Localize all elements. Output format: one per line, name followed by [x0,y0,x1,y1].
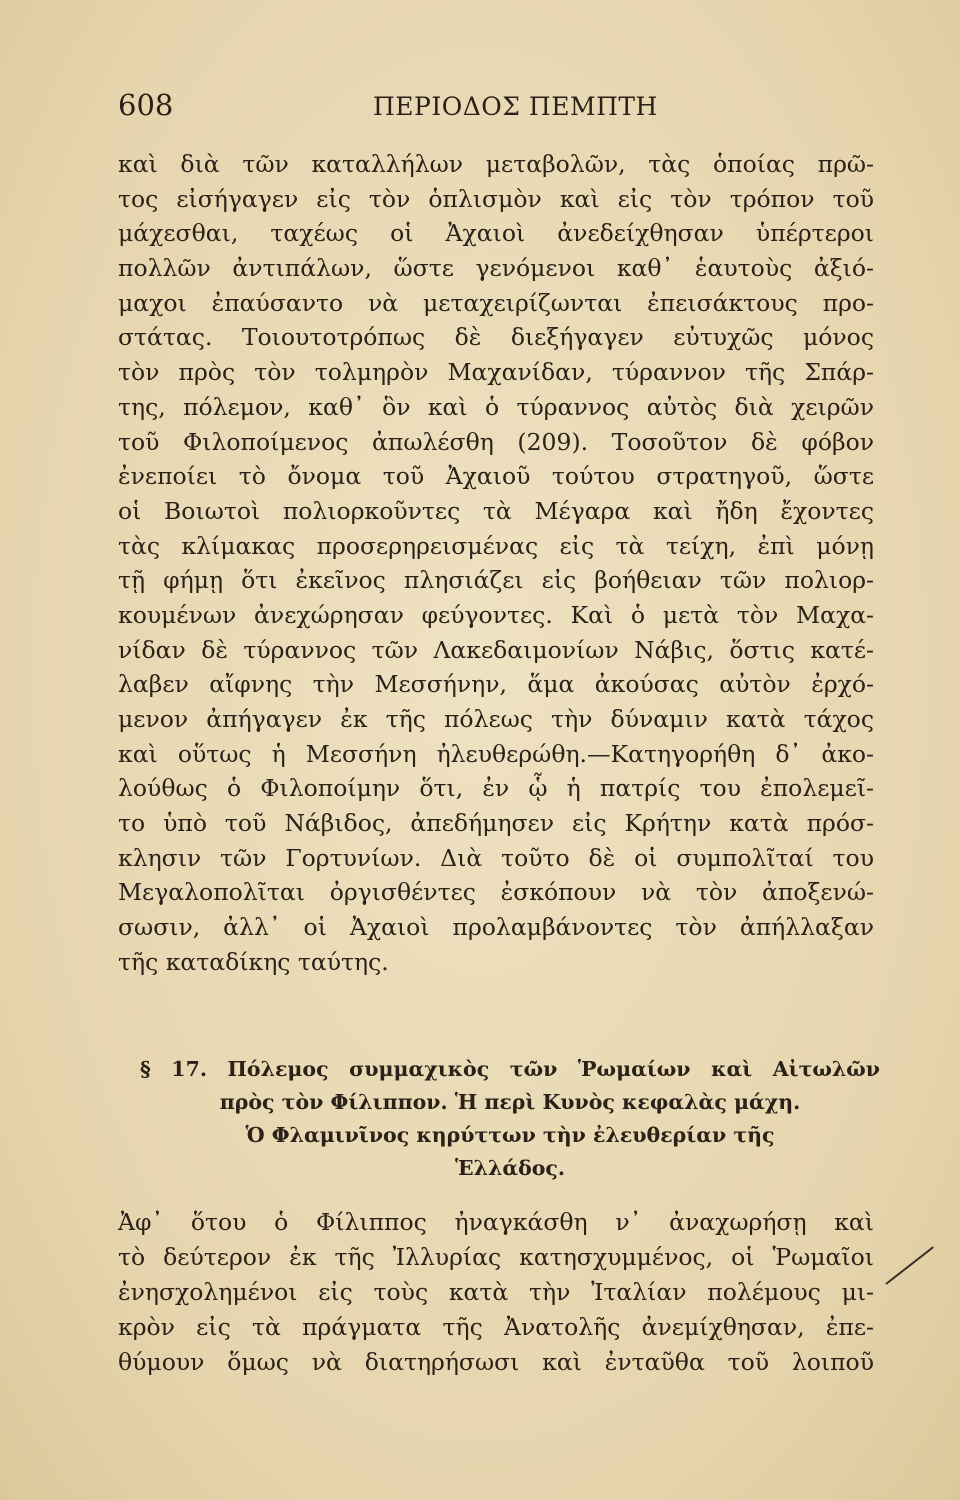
running-head: ΠΕΡΙΟΔΟΣ ΠΕΜΠΤΗ [373,92,658,121]
text-line: σωσιν, ἀλλ᾽ οἱ Ἀχαιοὶ προλαμβάνοντες τὸν ἀπήλλαξαν [118,913,874,942]
text-line: § 17. Πόλεμος συμμαχικὸς τῶν Ῥωμαίων καὶ Αἰτωλῶν [140,1057,880,1081]
text-line: λούθως ὁ Φιλοποίμην ὅτι, ἐν ᾧ ἡ πατρίς του ἐπολεμεῖ- [118,774,874,803]
section-heading [140,1053,880,1185]
text-line: πολλῶν ἀντιπάλων, ὥστε γενόμενοι καθ᾽ ἑαυτοὺς ἀξιό- [118,254,874,283]
text-line: το ὑπὸ τοῦ Νάβιδος, ἀπεδήμησεν εἰς Κρήτην κατὰ πρόσ- [118,809,874,838]
text-line: της, πόλεμον, καθ᾽ ὃν καὶ ὁ τύραννος αὐτὸς διὰ χειρῶν [118,392,874,421]
paragraph-continuation [118,1205,874,1380]
text-line: κλησιν τῶν Γορτυνίων. Διὰ τοῦτο δὲ οἱ συμπολῖταί του [118,843,874,872]
text-line: κρὸν εἰς τὰ πράγματα τῆς Ἀνατολῆς ἀνεμίχθησαν, ἐπε- [118,1313,874,1341]
text-line: ἐνησχολημένοι εἰς τοὺς κατὰ τὴν Ἰταλίαν πολέμους μι- [118,1278,874,1306]
page-number: 608 [118,88,174,122]
text-line: καὶ διὰ τῶν καταλλήλων μεταβολῶν, τὰς ὁποίας πρῶ- [118,150,874,178]
text-line: Ἑλλάδος. [454,1156,566,1180]
text-line: τὰς κλίμακας προσερηρεισμένας εἰς τὰ τείχη, ἐπὶ μόνῃ [118,531,874,560]
text-line: τὸ δεύτερον ἐκ τῆς Ἰλλυρίας κατησχυμμένος, οἱ Ῥωμαῖοι [118,1243,874,1271]
text-line: πρὸς τὸν Φίλιππον. Ἡ περὶ Κυνὸς κεφαλὰς μάχη. [219,1090,801,1114]
text-line: μενον ἀπήγαγεν ἐκ τῆς πόλεως τὴν δύναμιν κατὰ τάχος [118,705,874,733]
text-line: τῆς καταδίκης ταύτης. [118,947,389,976]
text-line: νίδαν δὲ τύραννος τῶν Λακεδαιμονίων Νάβις, ὅστις κατέ- [118,635,874,664]
text-line: κουμένων ἀνεχώρησαν φεύγοντες. Καὶ ὁ μετὰ τὸν Μαχα- [118,600,874,629]
text-line: μαχοι ἐπαύσαντο νὰ μεταχειρίζωνται ἐπεισάκτους προ- [118,288,874,317]
text-line: τοῦ Φιλοποίμενος ἀπωλέσθη (209). Τοσοῦτον δὲ φόβον [118,427,874,456]
text-line: Μεγαλοπολῖται ὀργισθέντες ἐσκόπουν νὰ τὸν ἀποξενώ- [118,878,874,907]
text-line: Ἀφ᾽ ὅτου ὁ Φίλιππος ἠναγκάσθη ν᾽ ἀναχωρήσῃ καὶ [118,1208,874,1236]
text-line: τὸν πρὸς τὸν τολμηρὸν Μαχανίδαν, τύραννον τῆς Σπάρ- [118,358,874,387]
text-line: οἱ Βοιωτοὶ πολιορκοῦντες τὰ Μέγαρα καὶ ἤδη ἔχοντες [118,496,874,525]
text-line: καὶ οὕτως ἡ Μεσσήνη ἠλευθερώθη.—Κατηγορήθη δ᾽ ἀκο- [118,739,874,768]
text-line: θύμουν ὅμως νὰ διατηρήσωσι καὶ ἐνταῦθα τοῦ λοιποῦ [118,1348,874,1376]
paragraph-main [118,147,874,980]
text-line: μάχεσθαι, ταχέως οἱ Ἀχαιοὶ ἀνεδείχθησαν ὑπέρτεροι [118,219,874,248]
text-line: ἐνεποίει τὸ ὄνομα τοῦ Ἀχαιοῦ τούτου στρατηγοῦ, ὥστε [118,462,874,491]
pencil-mark [885,1246,934,1285]
page-header [118,88,870,128]
text-line: λαβεν αἴφνης τὴν Μεσσήνην, ἅμα ἀκούσας αὐτὸν ἐρχό- [118,670,874,699]
text-line: στάτας. Τοιουτοτρόπως δὲ διεξήγαγεν εὐτυχῶς μόνος [118,323,874,352]
text-line: Ὁ Φλαμινῖνος κηρύττων τὴν ἐλευθερίαν τῆς [245,1123,775,1147]
text-line: τος εἰσήγαγεν εἰς τὸν ὁπλισμὸν καὶ εἰς τὸν τρόπον τοῦ [118,184,874,213]
text-line: τῇ φήμῃ ὅτι ἐκεῖνος πλησιάζει εἰς βοήθειαν τῶν πολιορ- [118,566,874,595]
